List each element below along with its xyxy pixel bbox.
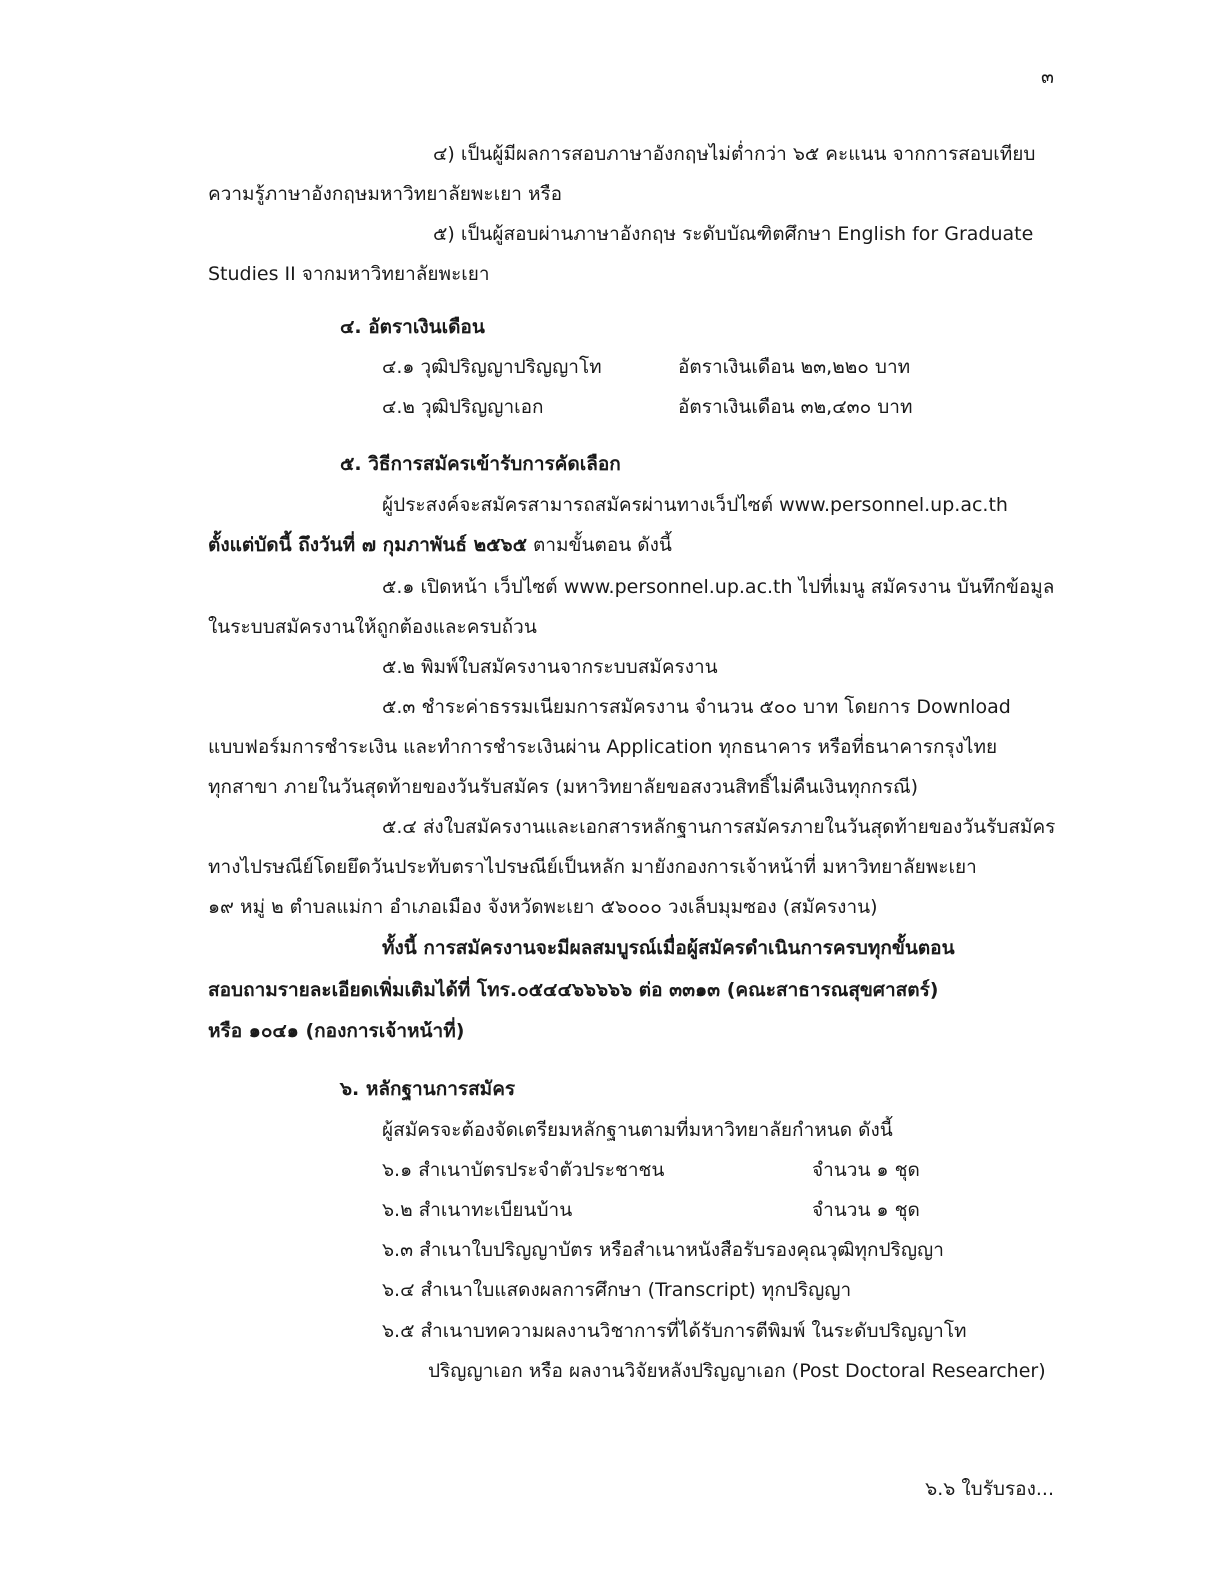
evidence-heading: ๖. หลักฐานการสมัคร (340, 1078, 516, 1100)
evidence-item-6-2-quantity: จำนวน ๑ ชุด (812, 1199, 920, 1221)
evidence-item-6-1-quantity: จำนวน ๑ ชุด (812, 1159, 920, 1181)
evidence-item-6-3: ๖.๓ สำเนาใบปริญญาบัตร หรือสำเนาหนังสือรับรองคุณวุฒิทุกปริญญา (382, 1239, 944, 1261)
step-5-2: ๕.๒ พิมพ์ใบสมัครงานจากระบบสมัครงาน (382, 656, 718, 678)
application-intro-line-2 (208, 532, 672, 558)
application-period-suffix: ตามขั้นตอน ดังนี้ (526, 534, 672, 556)
continuation-marker: ๖.๖ ใบรับรอง... (925, 1478, 1054, 1500)
salary-degree-doctorate: ๔.๒ วุฒิปริญญาเอก (382, 396, 544, 418)
evidence-item-6-2: ๖.๒ สำเนาทะเบียนบ้าน (382, 1199, 573, 1221)
qualification-item-4-line-1: ๔) เป็นผู้มีผลการสอบภาษาอังกฤษไม่ต่ำกว่า ๖๕ คะแนน จากการสอบเทียบ (433, 143, 1036, 165)
application-period: ตั้งแต่บัดนี้ ถึงวันที่ ๗ กุมภาพันธ์ ๒๕๖๕ (208, 534, 527, 556)
step-5-3-line-3: ทุกสาขา ภายในวันสุดท้ายของวันรับสมัคร (มหาวิทยาลัยขอสงวนสิทธิ์ไม่คืนเงินทุกกรณี) (208, 776, 919, 798)
application-intro-line-1: ผู้ประสงค์จะสมัครสามารถสมัครผ่านทางเว็ปไซต์ www.personnel.up.ac.th (382, 494, 1008, 516)
step-5-1-line-1: ๕.๑ เปิดหน้า เว็ปไซต์ www.personnel.up.ac.th ไปที่เมนู สมัครงาน บันทึกข้อมูล (382, 576, 1055, 598)
step-5-4-line-2: ทางไปรษณีย์โดยยึดวันประทับตราไปรษณีย์เป็นหลัก มายังกองการเจ้าหน้าที่ มหาวิทยาลัยพะเยา (208, 856, 977, 878)
note-line-3: หรือ ๑๐๔๑ (กองการเจ้าหน้าที่) (208, 1020, 465, 1042)
evidence-intro: ผู้สมัครจะต้องจัดเตรียมหลักฐานตามที่มหาวิทยาลัยกำหนด ดังนี้ (382, 1119, 893, 1141)
evidence-item-6-5-line-1: ๖.๕ สำเนาบทความผลงานวิชาการที่ได้รับการตีพิมพ์ ในระดับปริญญาโท (382, 1320, 967, 1342)
application-heading: ๕. วิธีการสมัครเข้ารับการคัดเลือก (340, 453, 621, 475)
evidence-item-6-1: ๖.๑ สำเนาบัตรประจำตัวประชาชน (382, 1159, 665, 1181)
salary-heading: ๔. อัตราเงินเดือน (340, 316, 485, 338)
salary-rate-doctorate: อัตราเงินเดือน ๓๒,๔๓๐ บาท (678, 396, 913, 418)
step-5-1-line-2: ในระบบสมัครงานให้ถูกต้องและครบถ้วน (208, 616, 537, 638)
step-5-4-line-1: ๕.๔ ส่งใบสมัครงานและเอกสารหลักฐานการสมัครภายในวันสุดท้ายของวันรับสมัคร (382, 816, 1056, 838)
qualification-item-5-line-2: Studies II จากมหาวิทยาลัยพะเยา (208, 263, 490, 285)
step-5-3-line-1: ๕.๓ ชำระค่าธรรมเนียมการสมัครงาน จำนวน ๕๐๐ บาท โดยการ Download (382, 696, 1011, 718)
page-number: ๓ (1041, 66, 1054, 88)
evidence-item-6-4: ๖.๔ สำเนาใบแสดงผลการศึกษา (Transcript) ทุกปริญญา (382, 1279, 852, 1301)
note-line-1: ทั้งนี้ การสมัครงานจะมีผลสมบูรณ์เมื่อผู้สมัครดำเนินการครบทุกขั้นตอน (382, 937, 955, 959)
evidence-item-6-5-line-2: ปริญญาเอก หรือ ผลงานวิจัยหลังปริญญาเอก (Post Doctoral Researcher) (428, 1360, 1046, 1382)
salary-degree-masters: ๔.๑ วุฒิปริญญาปริญญาโท (382, 356, 602, 378)
note-line-2: สอบถามรายละเอียดเพิ่มเติมได้ที่ โทร.๐๕๔๔๖๖๖๖๖ ต่อ ๓๓๑๓ (คณะสาธารณสุขศาสตร์) (208, 979, 939, 1001)
qualification-item-4-line-2: ความรู้ภาษาอังกฤษมหาวิทยาลัยพะเยา หรือ (208, 183, 563, 205)
step-5-3-line-2: แบบฟอร์มการชำระเงิน และทำการชำระเงินผ่าน Application ทุกธนาคาร หรือที่ธนาคารกรุงไทย (208, 736, 998, 758)
qualification-item-5-line-1: ๕) เป็นผู้สอบผ่านภาษาอังกฤษ ระดับบัณฑิตศึกษา English for Graduate (433, 223, 1034, 245)
step-5-4-line-3: ๑๙ หมู่ ๒ ตำบลแม่กา อำเภอเมือง จังหวัดพะเยา ๕๖๐๐๐ วงเล็บมุมซอง (สมัครงาน) (208, 896, 878, 918)
salary-rate-masters: อัตราเงินเดือน ๒๓,๒๒๐ บาท (678, 356, 911, 378)
